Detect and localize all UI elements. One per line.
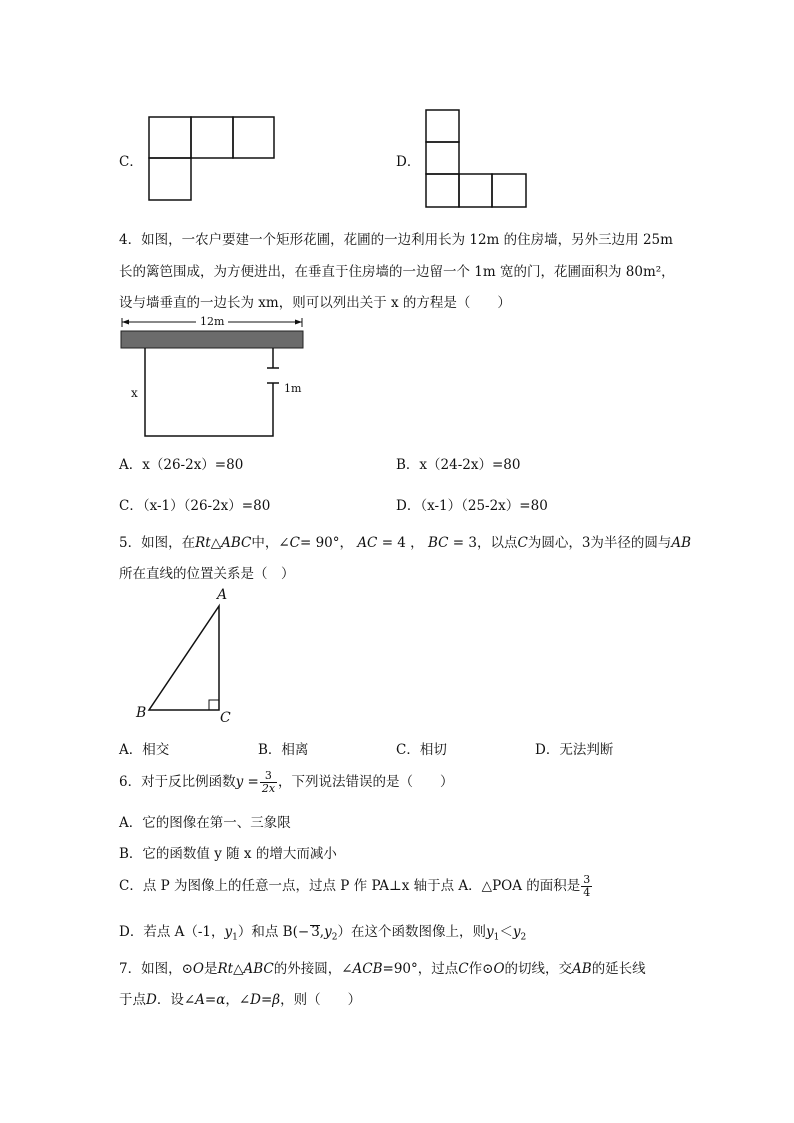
q4-option-a: A．x（26-2x）=80 [119, 457, 244, 473]
q6-option-b: B．它的函数值 y 随 x 的增大而减小 [119, 846, 337, 862]
q4-line-1: 4．如图，一农户要建一个矩形花圃，花圃的一边利用长为 12m 的住房墙，另外三边用 25m [119, 232, 673, 248]
q6-fraction: $\frac{3}{2x}$ [261, 769, 276, 795]
q4-option-b: B．x（24-2x）=80 [396, 457, 521, 473]
q5-line-2: 所在直线的位置关系是（ ） [119, 566, 295, 582]
q5-option-d: D．无法判断 [535, 742, 614, 758]
q4-line-2: 长的篱笆围成，为方便进出，在垂直于住房墙的一边留一个 1m 宽的门，花圃面积为 80m²， [119, 264, 675, 280]
q6-option-d: D．若点 A（-1，$y_1$）和点 $B(- 3,y_2)$在这个函数图像上，则$y_1<y_2$ [119, 924, 527, 943]
q4-line-3: 设与墙垂直的一边长为 xm，则可以列出关于 x 的方程是（ ） [119, 295, 511, 311]
q6-option-c: C．点 P 为图像上的任意一点，过点 P 作 PA⊥x 轴于点 A．△POA 的面积是 $\frac{3}{4}$ [119, 873, 591, 899]
side-x-label: x [131, 386, 138, 400]
q6-area-fraction: $\frac{3}{4}$ [583, 873, 591, 899]
q3-option-c-label: C． [119, 154, 143, 170]
q7-line-1: 7．如图，⊙O是Rt△ABC的外接圆，∠ACB=90°，过点C作⊙O的切线，交AB的延长线 [119, 961, 646, 977]
q5-line-1: 5．如图，在Rt△ABC中，∠C= 90°， AC = 4 ， BC = 3，以点C为圆心，3为半径的圆与AB [119, 535, 692, 551]
q5-option-c: C．相切 [396, 742, 447, 758]
vertex-c-label: C [220, 710, 231, 726]
q4-option-c: C．（x-1）（26-2x）=80 [119, 498, 271, 514]
q4-option-d: D．（x-1）（25-2x）=80 [396, 498, 548, 514]
q3-option-d-label: D． [396, 154, 421, 170]
q7-line-2: 于点D．设∠A=α，∠D=β，则（ ） [119, 992, 362, 1008]
vertex-b-label: B [136, 705, 147, 721]
q5-option-a: A．相交 [119, 742, 170, 758]
q6-stem: 6．对于反比例函数y = $\frac{3}{2x}$ ，下列说法错误的是（ ） [119, 769, 454, 795]
vertex-a-label: A [217, 587, 228, 603]
door-width-label: 1m [284, 382, 302, 395]
q6-option-a: A．它的图像在第一、三象限 [119, 815, 291, 831]
wall-length-label: 12m [200, 315, 225, 328]
q5-option-b: B．相离 [258, 742, 309, 758]
